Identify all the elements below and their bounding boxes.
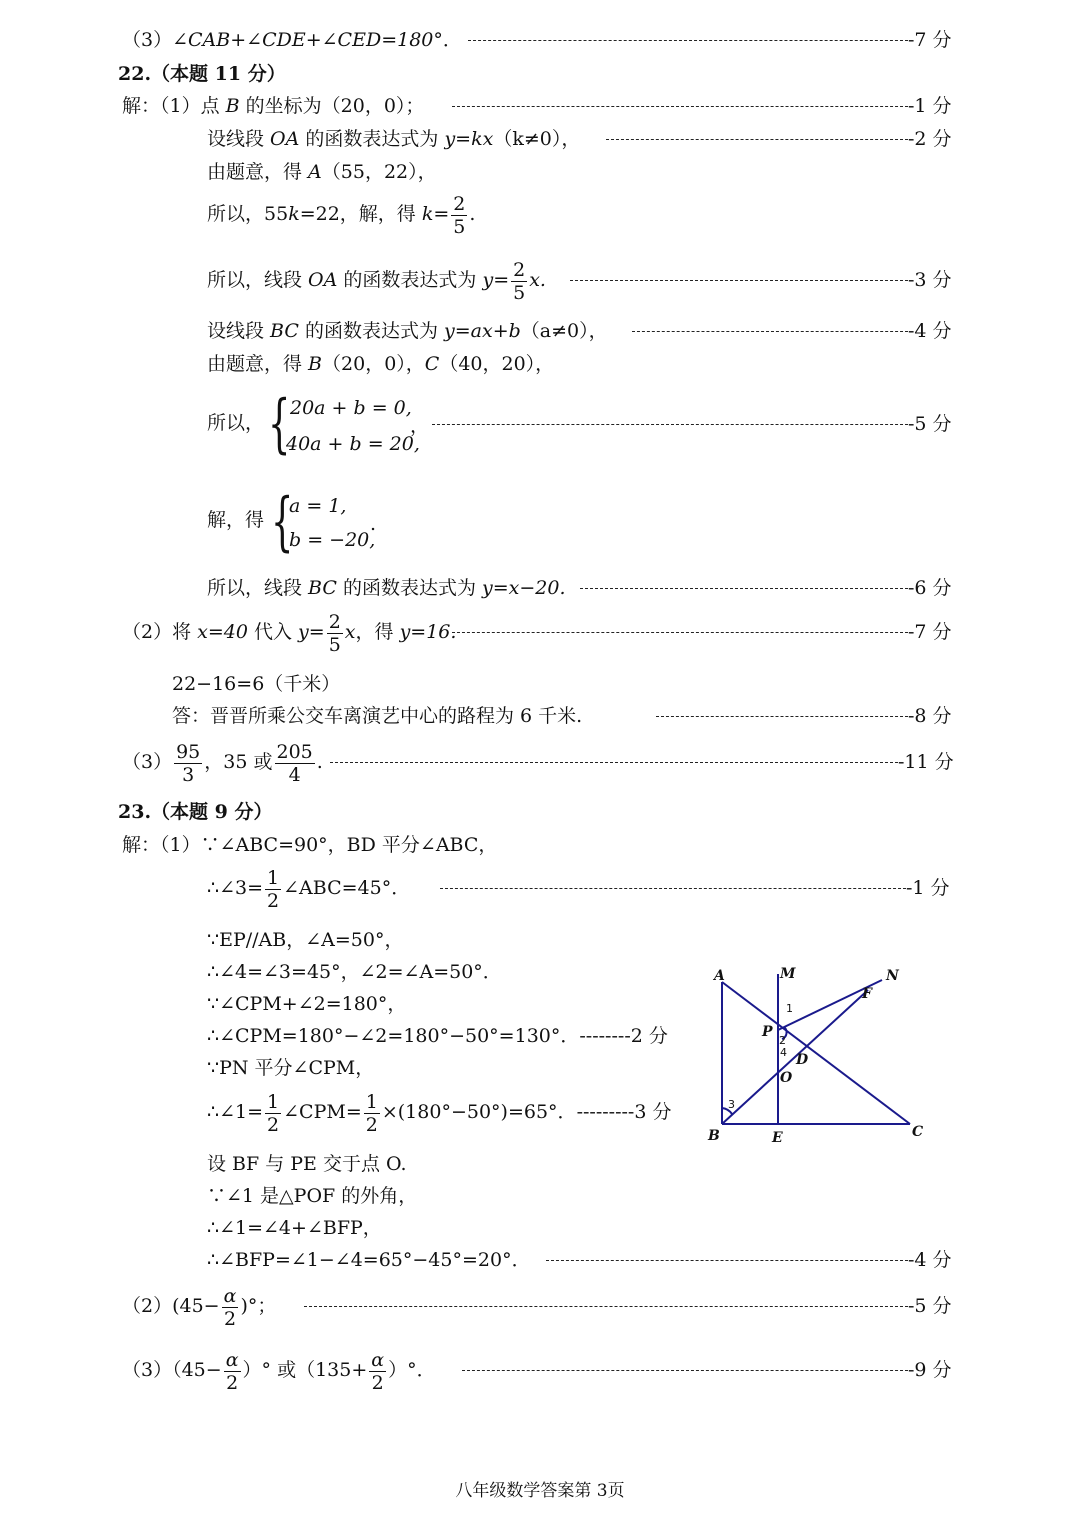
score: -6 分 <box>908 577 952 599</box>
fraction: $\frac{205}{4}$ <box>276 740 313 786</box>
q23-line-5: ∵∠CPM+∠2=180°， <box>207 993 407 1015</box>
fraction: $\frac{2}{5}$ <box>453 192 466 238</box>
fraction: $\frac{1}{2}$ <box>267 866 280 912</box>
score: -8 分 <box>908 705 952 727</box>
score: -11 分 <box>898 751 954 773</box>
angle-label-1: 1 <box>786 1002 793 1015</box>
fraction: $\frac{2}{5}$ <box>513 258 526 304</box>
label-M: M <box>780 966 796 982</box>
q22-line-3: 由题意，得 A（55，22）， <box>207 161 437 183</box>
label-C: C <box>912 1124 924 1140</box>
score: -9 分 <box>908 1359 952 1381</box>
fraction: $\frac{1}{2}$ <box>267 1090 280 1136</box>
system-eq-1: 20a + b = 0, <box>290 397 412 419</box>
q23-line-11: ∴∠1=∠4+∠BFP， <box>207 1217 382 1239</box>
score: -1 分 <box>906 877 950 899</box>
q23-line-13: （2）(45− $\frac{\alpha}{2}$ )°； <box>122 1284 277 1330</box>
score: -3 分 <box>908 269 952 291</box>
q22-header: 22.（本题 11 分） <box>118 63 286 85</box>
q23-line-2: ∴∠3= $\frac{1}{2}$ ∠ABC=45°． <box>207 866 411 912</box>
geometry-figure <box>700 960 940 1150</box>
score: -7 分 <box>908 621 952 643</box>
leader-dashes <box>656 716 908 717</box>
leader-dashes <box>606 139 908 140</box>
q22-line-11: （2）将 x=40 代入 y= $\frac{2}{5}$ x，得 y=16. <box>122 610 457 656</box>
fraction: $\frac{\alpha}{2}$ <box>223 1284 237 1330</box>
q22-line-10: 所以，线段 BC 的函数表达式为 y=x−20. <box>207 577 566 599</box>
period: . <box>370 513 377 535</box>
score: -4 分 <box>908 320 952 342</box>
brace: { <box>268 387 291 461</box>
angle-label-3: 3 <box>728 1098 735 1111</box>
solution-eq-2: b = −20, <box>289 529 376 551</box>
system-eq-2: 40a + b = 20, <box>286 433 420 455</box>
fraction: $\frac{1}{2}$ <box>365 1090 378 1136</box>
leader-dashes <box>304 1306 908 1307</box>
leader-dashes <box>546 1260 908 1261</box>
q22-line-8: 所以， <box>207 412 265 434</box>
q23-line-10: ∵∠1 是△POF 的外角， <box>207 1185 418 1207</box>
fraction: $\frac{95}{3}$ <box>176 740 201 786</box>
q22-line-1: 解：（1）点 B 的坐标为（20，0）； <box>122 95 425 117</box>
label-P: P <box>762 1024 773 1040</box>
q23-line-6: ∴∠CPM=180°−∠2=180°−50°=130°．--------2 分 <box>207 1025 668 1047</box>
leader-dashes <box>570 280 908 281</box>
q23-line-3: ∵EP//AB，∠A=50°， <box>207 929 404 951</box>
fraction: $\frac{\alpha}{2}$ <box>225 1348 239 1394</box>
segment-AC <box>722 982 910 1124</box>
q22-line-6: 设线段 BC 的函数表达式为 y=ax+b（a≠0）， <box>207 320 608 342</box>
label-B: B <box>708 1128 720 1144</box>
q23-header: 23.（本题 9 分） <box>118 801 273 823</box>
q23-line-8: ∴∠1= $\frac{1}{2}$ ∠CPM= $\frac{1}{2}$ ×(180°−50°)=65°．---------3 分 <box>207 1090 672 1136</box>
leader-dashes <box>580 588 908 589</box>
q22-line-14: （3） $\frac{95}{3}$ ，35 或 $\frac{205}{4}$ . <box>122 740 323 786</box>
score: -4 分 <box>908 1249 952 1271</box>
score: -1 分 <box>908 95 952 117</box>
label-A: A <box>714 968 725 984</box>
angle-label-4: 4 <box>780 1046 787 1059</box>
leader-dashes <box>468 40 908 41</box>
label-O: O <box>780 1070 793 1086</box>
fraction: $\frac{2}{5}$ <box>328 610 341 656</box>
label-F: F <box>862 986 872 1002</box>
q22-line-12: 22−16=6（千米） <box>172 673 341 695</box>
leader-dashes <box>432 424 908 425</box>
leader-dashes <box>452 106 908 107</box>
q22-line-9: 解，得 <box>207 509 265 531</box>
segment-BF <box>722 990 868 1124</box>
brace: { <box>271 485 294 559</box>
leader-dashes <box>632 331 908 332</box>
comma: ， <box>410 415 430 437</box>
leader-dashes <box>462 1370 908 1371</box>
q22-line-4: 所以，55k=22，解，得 k= $\frac{2}{5}$ . <box>207 192 476 238</box>
q22-line-5: 所以，线段 OA 的函数表达式为 y= $\frac{2}{5}$ x. <box>207 258 546 304</box>
q23-line-4: ∴∠4=∠3=45°，∠2=∠A=50°． <box>207 961 502 983</box>
score: -7 分 <box>908 29 952 51</box>
label-N: N <box>886 968 899 984</box>
q23-line-12: ∴∠BFP=∠1−∠4=65°−45°=20°． <box>207 1249 531 1271</box>
q23-line-9: 设 BF 与 PE 交于点 O. <box>207 1153 407 1175</box>
fraction: $\frac{\alpha}{2}$ <box>371 1348 385 1394</box>
page-footer: 八年级数学答案第 3页 <box>455 1481 625 1501</box>
leader-dashes <box>440 888 906 889</box>
q21-part3-line: （3）∠CAB+∠CDE+∠CED=180°． <box>122 29 462 51</box>
leader-dashes <box>330 762 898 763</box>
q23-line-7: ∵PN 平分∠CPM， <box>207 1057 375 1079</box>
angle-label-2: 2 <box>779 1034 786 1047</box>
q22-line-2: 设线段 OA 的函数表达式为 y=kx（k≠0）， <box>207 128 581 150</box>
q22-line-13: 答：晋晋所乘公交车离演艺中心的路程为 6 千米. <box>172 705 583 727</box>
solution-eq-1: a = 1, <box>289 495 347 517</box>
score: -5 分 <box>908 1295 952 1317</box>
score: -2 分 <box>908 128 952 150</box>
label-E: E <box>772 1130 783 1146</box>
q23-line-14: （3）（45− $\frac{\alpha}{2}$ ）° 或（135+ $\frac{\alpha}{2}$ ）°． <box>122 1348 436 1394</box>
leader-dashes <box>452 632 908 633</box>
q22-line-7: 由题意，得 B（20，0），C（40，20）， <box>207 353 555 375</box>
label-D: D <box>796 1052 809 1068</box>
q23-line-1: 解：（1）∵∠ABC=90°，BD 平分∠ABC， <box>122 834 498 856</box>
score: -5 分 <box>908 413 952 435</box>
